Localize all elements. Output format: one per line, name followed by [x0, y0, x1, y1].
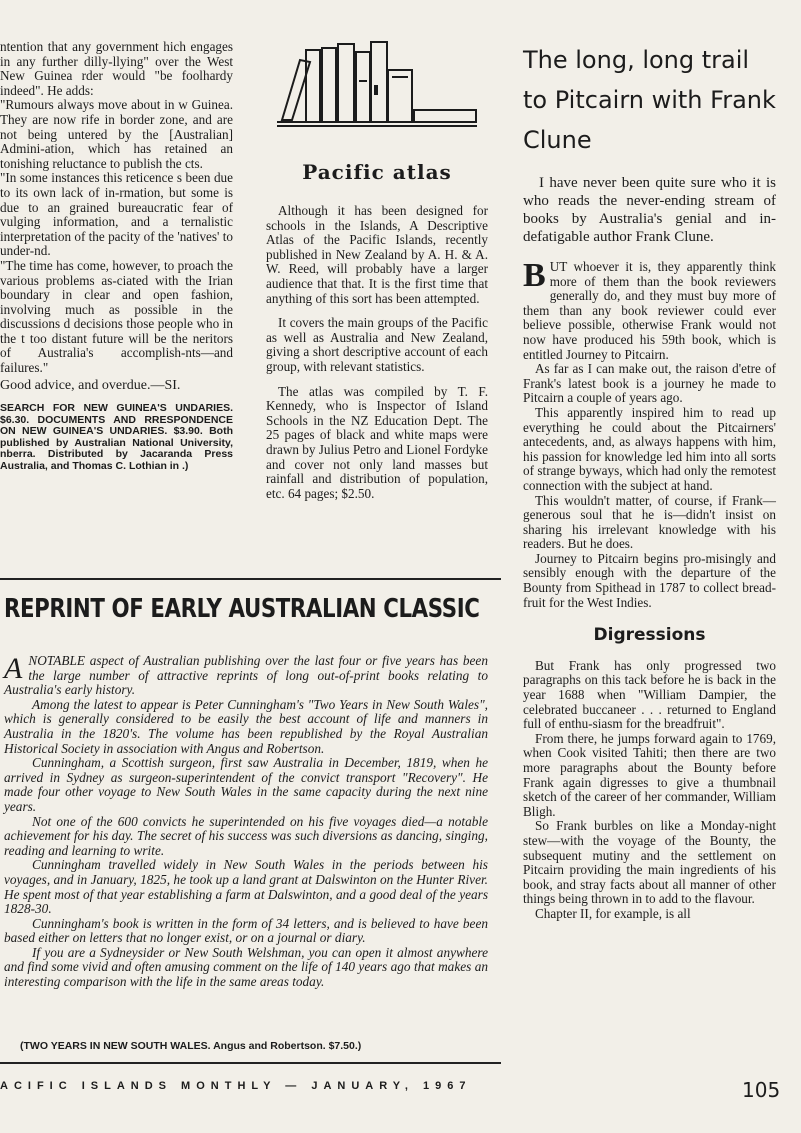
- clune-paragraph: This wouldn't matter, of course, if Frank—generous soul that he is—didn't insist on sharing his irrelevant knowledge with his readers. But he does.: [523, 492, 776, 552]
- reprint-paragraph: Not one of the 600 convicts he superintended on his five voyages died—a notable achievement for his day. The secret of his success was such diversions as dancing, singing, reading and learning to write.: [4, 813, 488, 858]
- left-paragraph: "Rumours always move about in w Guinea. They are now rife in border zone, and are not being untered by the [Australian] Admini-ation, which has retained an tonishing reluctance to publish the cts.: [0, 97, 233, 171]
- running-footer: ACIFIC ISLANDS MONTHLY — JANUARY, 1967: [0, 1080, 472, 1092]
- drop-cap: A: [4, 652, 23, 685]
- clune-paragraph: But Frank has only progressed two paragraphs on this tack before he is back in the year 1688 when "William Dampier, the celebrated buccaneer . . . returned to England full of enthu-siasm for the breadfruit".: [523, 657, 776, 732]
- atlas-paragraph: The atlas was compiled by T. F. Kennedy, who is Inspector of Island Schools in the NZ Education Dept. The 25 pages of black and white maps were drawn by Julius Petro and Lionel Fordyke and cover not only land masses but rainfall and distribution of population, etc. 64 pages; $2.50.: [266, 383, 488, 501]
- reprint-paragraph: Cunningham, a Scottish surgeon, first saw Australia in December, 1819, when he arrived in Sydney as surgeon-superintendent of the convict transport "Recovery". He made four other voyage to New South Wales in the same capacity during the next nine years.: [4, 755, 488, 814]
- atlas-paragraph: Although it has been designed for schools in the Islands, A Descriptive Atlas of the Pacific Islands, recently published in New Zealand by A. H. & A. W. Reed, will probably have a larger audience that that. It is the first time that anything of this sort has been attempted.: [266, 203, 488, 306]
- page-number: 105: [742, 1078, 781, 1102]
- books-illustration: [272, 40, 482, 130]
- clune-subheading: Digressions: [593, 625, 706, 646]
- left-source-note: SEARCH FOR NEW GUINEA'S UNDARIES. $6.30. DOCUMENTS AND RRESPONDENCE ON NEW GUINEA'S UNDARIES. $3.90. Both published by Australian National University, nberra. Distributed by Jacaranda Press Australia, and Thomas C. Lothian in .): [0, 402, 233, 472]
- footer-divider: [0, 1062, 501, 1064]
- drop-cap: B: [523, 257, 546, 294]
- left-paragraph: Good advice, and overdue.—SI.: [0, 377, 181, 393]
- reprint-paragraph: Cunningham travelled widely in New South Wales in the periods between his voyages, and in January, 1825, he took up a land grant at Dalswinton on the Hunter River. He spent most of that year establishing a farm at Dalswinton, and a good deal of the years 1828-30.: [4, 857, 488, 917]
- reprint-paragraph: NOTABLE aspect of Australian publishing over the last four or five years has been the large number of attractive reprints of long out-of-print books relating to Australia's early history.: [4, 653, 488, 698]
- clune-paragraph: Journey to Pitcairn begins pro-misingly and sensibly enough with the departure of the Bounty from Spithead in 1787 to collect bread-fruit for the West Indies.: [523, 550, 776, 610]
- atlas-review-column: [266, 204, 488, 511]
- clune-paragraph: Chapter II, for example, is all: [535, 905, 691, 921]
- reprint-article: [4, 654, 488, 990]
- clune-review-column: [523, 40, 776, 922]
- clune-paragraph: As far as I can make out, the raison d'etre of Frank's latest book is a journey he made to Pitcairn a couple of years ago.: [523, 361, 776, 406]
- clune-paragraph: This apparently inspired him to read up everything he could about the Pitcairners' antecedents, and, as always happens with him, his passion for knowledge led him into all sorts of strange byways, which had only the remotest connection with the subject at hand.: [523, 404, 776, 493]
- atlas-paragraph: It covers the main groups of the Pacific as well as Australia and New Zealand, giving a short descriptive account of each group, with relevant statistics.: [266, 315, 488, 374]
- section-divider: [0, 578, 501, 580]
- reprint-paragraph: If you are a Sydneysider or New South Welshman, you can open it almost anywhere and find some vivid and often amusing comment on the life of 140 years ago that makes an interesting comparison with the life in the same areas today.: [4, 944, 488, 990]
- reprint-paragraph: Cunningham's book is written in the form of 34 letters, and is believed to have been based either on letters that no longer exist, or on a journal or diary.: [4, 915, 488, 946]
- left-column: [0, 40, 233, 472]
- clune-review-title: The long, long trail to Pitcairn with Frank Clune: [523, 46, 776, 154]
- left-paragraph: ntention that any government hich engages in any further dilly-llying" over the West New Guinea rder would "be foolhardy indeed". He adds:: [0, 39, 233, 98]
- clune-paragraph: So Frank burbles on like a Monday-night stew—with the voyage of the Bounty, the subsequent mutiny and the settlement on Pitcairn providing the main ingredients of his book, and stray facts about all manner of other things being thrown in to add to the flavour.: [523, 818, 776, 907]
- reprint-paragraph: Among the latest to appear is Peter Cunningham's "Two Years in New South Wales", which is generally considered to be easily the best account of life and manners in Australia in the 1820's. The volume has been republished by the Royal Australian Historical Society in association with Angus and Robertson.: [4, 696, 488, 756]
- left-paragraph: "The time has come, however, to proach the various problems as-ciated with the Irian boundary in clear and open fashion, involving much as possible in the discussions d decisions those people who in the t too distant future will be the neritors of Australia's accomplish-nts—and failures.": [0, 257, 233, 376]
- clune-paragraph: From there, he jumps forward again to 1769, when Cook visited Tahiti; then there are two more paragraphs about the Bounty before Frank again digresses to give a thumbnail sketch of the career of her commander, William Bligh.: [523, 730, 776, 819]
- clune-intro: I have never been quite sure who it is who reads the never-ending stream of books by Australia's genial and in-defatigable author Frank Clune.: [523, 175, 776, 245]
- clune-paragraph: UT whoever it is, they apparently think more of them than the book reviewers generally do, and they must buy more of them than any book reviewer could ever believe possible, otherwise Frank would not now have produced his 59th book, which is entitled Journey to Pitcairn.: [523, 259, 776, 362]
- reprint-heading: REPRINT OF EARLY AUSTRALIAN CLASSIC: [4, 594, 480, 624]
- reprint-source-note: (TWO YEARS IN NEW SOUTH WALES. Angus and Robertson. $7.50.): [20, 1040, 362, 1052]
- left-paragraph: "In some instances this reticence s been due to its own lack of in-rmation, but some is due to an grained bureaucratic fear of vulging information, and a ternalistic interpretation of the pacity of the 'natives' to under-nd.: [0, 170, 233, 259]
- atlas-review-title: Pacific atlas: [302, 160, 452, 184]
